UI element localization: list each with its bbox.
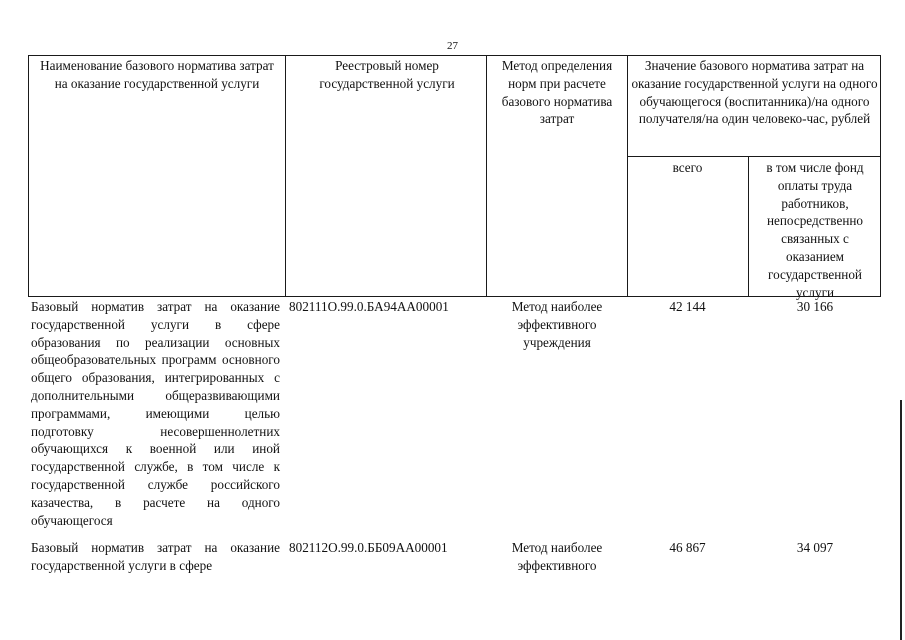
header-method: Метод определения норм при расчете базового норматива затрат: [501, 58, 613, 127]
col-divider-2: [285, 55, 286, 297]
row-1-wage-fund: 30 166: [796, 299, 834, 314]
col-divider-1: [28, 55, 29, 297]
header-including-wage-fund: в том числе фонд оплаты труда работников, непосредственно связанных с оказанием государственной услуги: [766, 160, 864, 300]
header-total: всего: [672, 160, 703, 175]
page-number: 27: [447, 40, 458, 52]
header-service-name: Наименование базового норматива затрат на оказание государственной услуги: [40, 58, 274, 91]
row-2-wage-fund: 34 097: [796, 540, 834, 555]
col-divider-5: [748, 156, 749, 297]
row-2-total: 46 867: [669, 540, 706, 555]
row-2-registry-number: 802112О.99.0.ББ09АА00001: [289, 540, 448, 555]
table-top-border: [28, 55, 881, 56]
row-2-service-name: Базовый норматив затрат на оказание государственной услуги в сфере: [31, 540, 280, 573]
col-divider-6: [880, 55, 881, 297]
row-1-registry-number: 802111О.99.0.БА94АА00001: [289, 299, 449, 314]
row-1-total: 42 144: [669, 299, 706, 314]
row-2-method: Метод наиболее эффективного: [511, 540, 603, 573]
header-registry-number: Реестровый номер государственной услуги: [319, 58, 455, 91]
row-1-service-name: Базовый норматив затрат на оказание государственной услуги в сфере образования по реализации основных общеобразовательных программ основного общего образования, интегрированных с дополнительными общеразвивающими программами, имеющими целью подготовку несовершеннолетних обучающихся к военной или иной государственной службе, в том числе к государственной службе российского казачества, в расчете на одного обучающегося: [31, 299, 280, 528]
header-value: Значение базового норматива затрат на оказание государственной услуги на одного обучающегося (воспитанника)/на одного получателя/на один человеко-час, рублей: [631, 58, 878, 127]
row-1-method: Метод наиболее эффективного учреждения: [511, 299, 603, 350]
col-divider-4: [627, 55, 628, 297]
header-subdivider: [627, 156, 881, 157]
scan-page-edge: [900, 400, 902, 640]
col-divider-3: [486, 55, 487, 297]
